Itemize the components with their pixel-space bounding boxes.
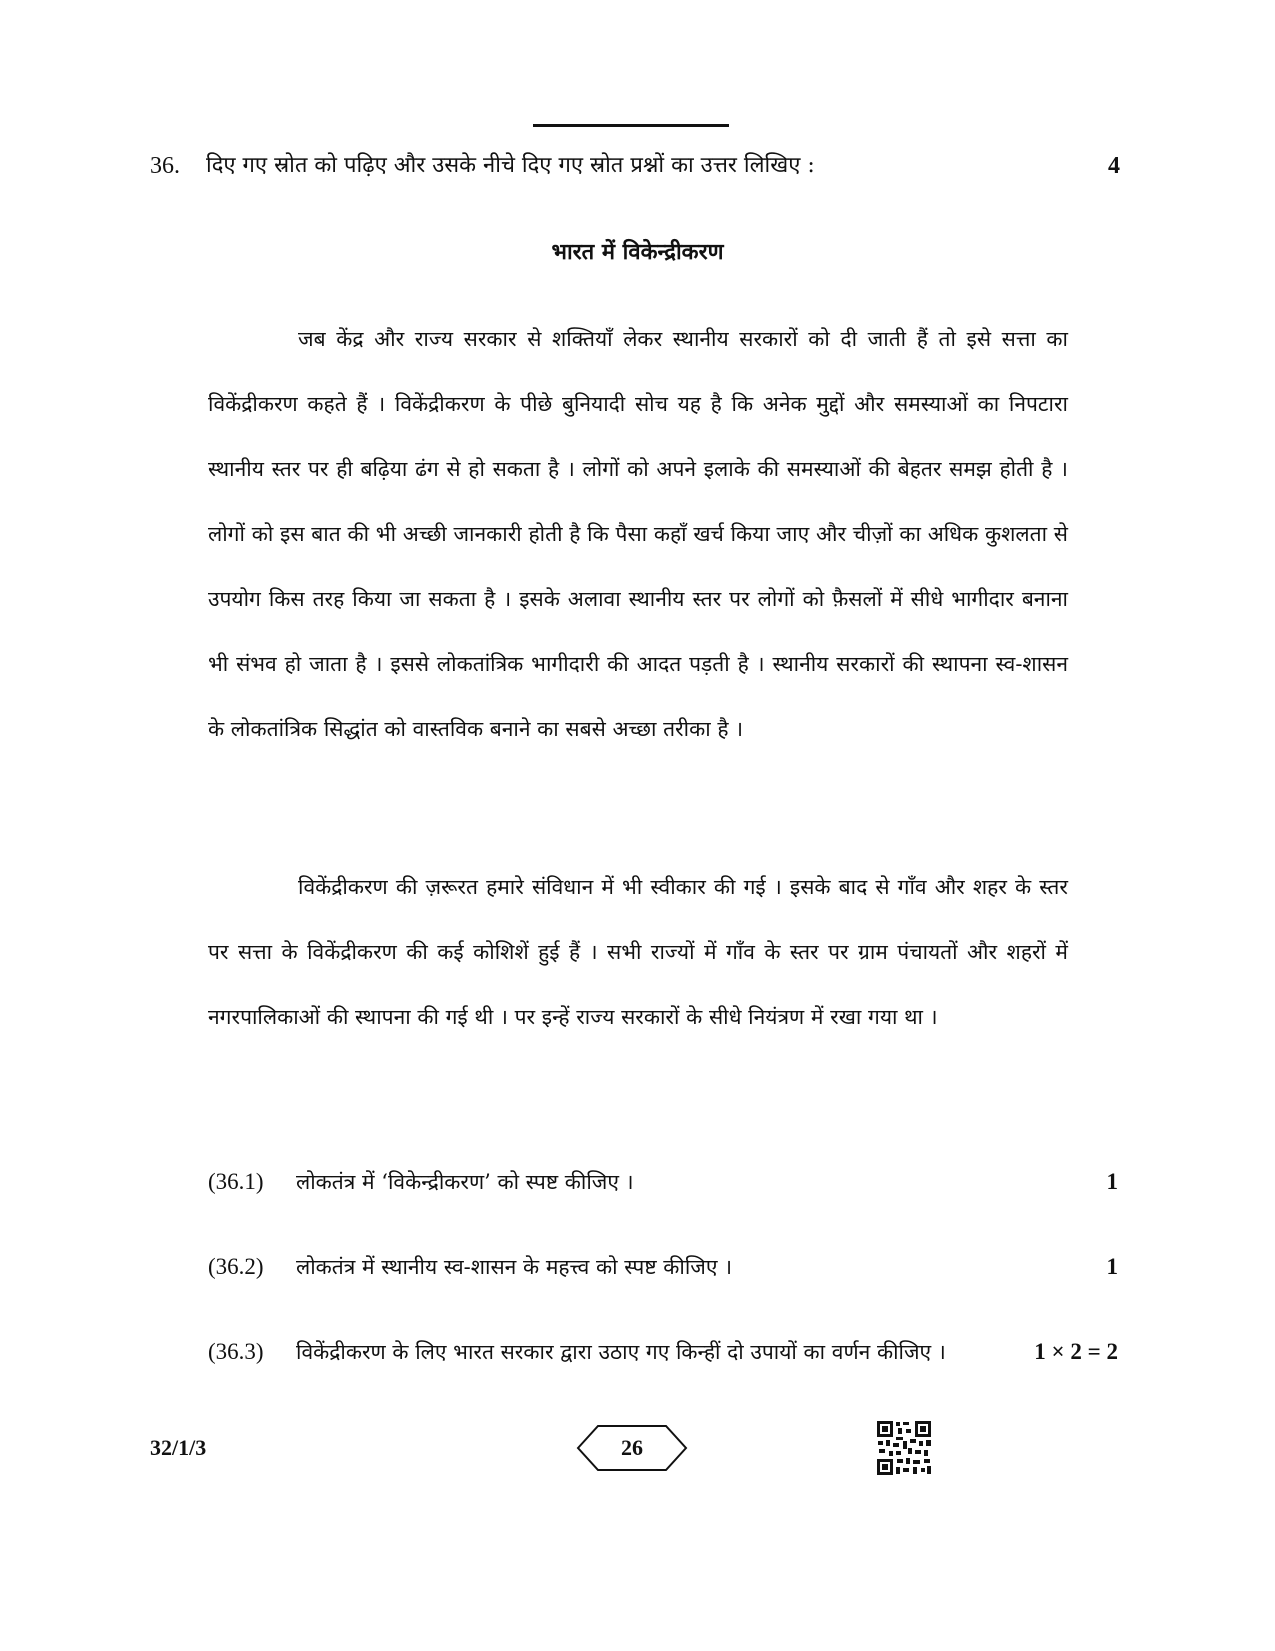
question-marks: 4 [1108,153,1120,179]
paper-code: 32/1/3 [150,1435,207,1460]
sub-question-36-1 [208,1162,1128,1202]
question-instruction: दिए गए स्रोत को पढ़िए और उसके नीचे दिए गए स्रोत प्रश्नों का उत्तर लिखिए : [206,153,815,178]
page-number: 26 [621,1435,643,1460]
sub-question-number: (36.2) [208,1254,264,1279]
sub-question-36-3 [208,1332,1128,1372]
qr-code-icon [876,1420,932,1476]
question-number: 36. [150,153,180,179]
sub-question-text: विकेंद्रीकरण के लिए भारत सरकार द्वारा उठाए गए किन्हीं दो उपायों का वर्णन कीजिए । [296,1340,946,1364]
top-rule [533,124,729,127]
sub-question-36-2 [208,1247,1128,1287]
sub-question-number: (36.1) [208,1169,264,1194]
sub-question-text: लोकतंत्र में ‘विकेन्द्रीकरण’ को स्पष्ट कीजिए । [296,1170,634,1194]
sub-question-marks: 1 [1106,1254,1118,1279]
sub-question-number: (36.3) [208,1339,264,1364]
sub-question-text: लोकतंत्र में स्थानीय स्व-शासन के महत्त्व को स्पष्ट कीजिए । [296,1255,733,1279]
source-title: भारत में विकेन्द्रीकरण [551,239,724,265]
source-paragraph-2: विकेंद्रीकरण की ज़रूरत हमारे संविधान में भी स्वीकार की गई । इसके बाद से गाँव और शहर के स्तर पर सत्ता के विकेंद्रीकरण की कई कोशिशें हुई हैं । सभी राज्यों में गाँव के स्तर पर ग्राम पंचायतों और शहरों में नगरपालिकाओं की स्थापना की गई थी । पर इन्हें राज्य सरकारों के सीधे नियंत्रण में रखा गया था । [208,875,1068,1029]
sub-question-marks: 1 × 2 = 2 [1034,1339,1118,1364]
sub-question-marks: 1 [1106,1169,1118,1194]
source-paragraph-1: जब केंद्र और राज्य सरकार से शक्तियाँ लेकर स्थानीय सरकारों को दी जाती हैं तो इसे सत्ता का विकेंद्रीकरण कहते हैं । विकेंद्रीकरण के पीछे बुनियादी सोच यह है कि अनेक मुद्दों और समस्याओं का निपटारा स्थानीय स्तर पर ही बढ़िया ढंग से हो सकता है । लोगों को अपने इलाके की समस्याओं की बेहतर समझ होती है । लोगों को इस बात की भी अच्छी जानकारी होती है कि पैसा कहाँ खर्च किया जाए और चीज़ों का अधिक कुशलता से उपयोग किस तरह किया जा सकता है । इसके अलावा स्थानीय स्तर पर लोगों को फ़ैसलों में सीधे भागीदार बनाना भी संभव हो जाता है । इससे लोकतांत्रिक भागीदारी की आदत पड़ती है । स्थानीय सरकारों की स्थापना स्व-शासन के लोकतांत्रिक सिद्धांत को वास्तविक बनाने का सबसे अच्छा तरीका है । [208,327,1068,741]
page-number-badge [576,1424,688,1472]
question-36 [150,146,1130,186]
